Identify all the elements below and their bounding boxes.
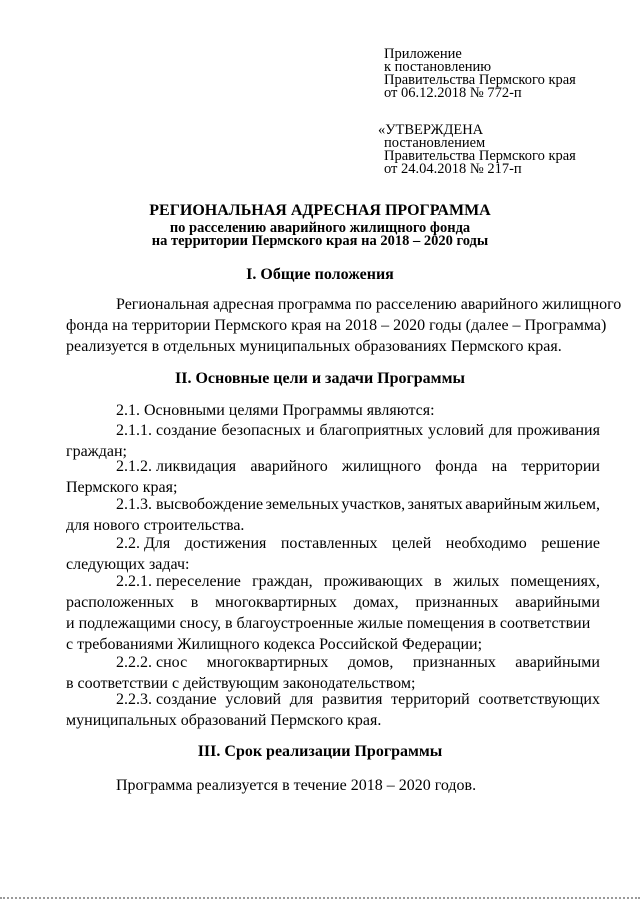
clause-2-2-1: [66, 571, 600, 655]
appendix-block: [384, 48, 576, 100]
word: аварийными: [515, 594, 600, 611]
section-1-heading: I. Общие положения: [246, 266, 394, 283]
word: признанных: [412, 654, 496, 671]
word: и: [305, 422, 315, 439]
paragraph-line: фонда на территории Пермского края на 2018 – 2020 годы (далее – Программа): [66, 317, 607, 334]
justified-line: [66, 592, 600, 613]
subtitle-line-2: на территории Пермского края на 2018 – 2020 годы: [151, 233, 489, 249]
word: 2.2.2. снос: [116, 654, 188, 671]
word: проживающих: [323, 573, 423, 590]
word: жильем,: [543, 496, 600, 513]
approval-line-3: Правительства Пермского края: [384, 148, 576, 164]
clause-2-1-3: [66, 494, 600, 536]
word: граждан,: [252, 573, 313, 590]
appendix-line-4: от 06.12.2018 № 772-п: [384, 85, 522, 101]
paragraph-line: реализуется в отдельных муниципальных образованиях Пермского края.: [66, 338, 562, 355]
justified-line: [66, 420, 600, 441]
word: для: [488, 422, 513, 439]
word: для: [289, 691, 314, 708]
word: условий: [225, 691, 282, 708]
justified-line: [66, 689, 600, 710]
subtitle-line-1: по расселению аварийного жилищного фонда: [169, 220, 471, 236]
word: 2.1.2. ликвидация: [116, 458, 237, 475]
approval-line-2: постановлением: [384, 135, 486, 151]
word: аварийным: [465, 496, 542, 513]
word: безопасных: [221, 422, 302, 439]
paragraph-line: 2.1. Основными целями Программы являются:: [116, 402, 435, 419]
paragraph-line: с требованиями Жилищного кодекса Российской Федерации;: [66, 636, 483, 653]
word: земельных: [265, 496, 339, 513]
appendix-line-1: Приложение: [384, 46, 462, 62]
justified-line: [66, 456, 600, 477]
paragraph-line: для нового строительства.: [66, 517, 245, 534]
document-subtitle: [0, 222, 640, 248]
approval-line-1: «УТВЕРЖДЕНА: [378, 122, 484, 138]
word: в: [434, 573, 442, 590]
justified-line: [66, 494, 600, 515]
word: условий: [428, 422, 484, 439]
justified-line: [66, 533, 600, 554]
word: жилых: [452, 573, 500, 590]
word: 2.2.3. создание: [116, 691, 217, 708]
word: 2.2.1. переселение: [116, 573, 241, 590]
justified-line: [66, 652, 600, 673]
word: домов,: [347, 654, 394, 671]
approval-line-4: от 24.04.2018 № 217-п: [384, 161, 522, 177]
clause-2-2-2: [66, 652, 600, 694]
word: необходимо: [445, 535, 527, 552]
clause-2-1: [66, 400, 600, 421]
word: территорий: [391, 691, 470, 708]
document-title: РЕГИОНАЛЬНАЯ АДРЕСНАЯ ПРОГРАММА: [149, 202, 491, 219]
word: занятых: [407, 496, 463, 513]
word: 2.2. Для: [116, 535, 171, 552]
paragraph-line: Региональная адресная программа по расселению аварийного жилищного: [116, 296, 622, 313]
clause-2-2-3: [66, 689, 600, 731]
word: достижения: [184, 535, 267, 552]
section-3-paragraph: [66, 775, 600, 796]
word: 2.1.3. высвобождение: [116, 496, 264, 513]
word: признанных: [415, 594, 499, 611]
word: помещениях,: [510, 573, 600, 590]
clause-2-1-2: [66, 456, 600, 498]
paragraph-line: муниципальных образований Пермского края.: [66, 712, 382, 729]
page-bottom-edge: [0, 897, 640, 899]
word: проживания: [517, 422, 600, 439]
word: в: [190, 594, 199, 611]
word: 2.1.1. создание: [116, 422, 217, 439]
word: территории: [521, 458, 600, 475]
word: участков,: [341, 496, 406, 513]
word: домах,: [353, 594, 399, 611]
word: аварийными: [515, 654, 600, 671]
word: поставленных: [280, 535, 378, 552]
word: аварийного: [250, 458, 328, 475]
paragraph-line: Программа реализуется в течение 2018 – 2020 годов.: [116, 777, 477, 794]
appendix-line-2: к постановлению: [384, 59, 492, 75]
section-2-heading: II. Основные цели и задачи Программы: [175, 370, 465, 387]
paragraph-line: Пермского края;: [66, 479, 178, 496]
clause-2-2: [66, 533, 600, 575]
word: многоквартирных: [206, 654, 329, 671]
paragraph-line: граждан;: [66, 443, 127, 460]
approval-block: [378, 124, 576, 176]
word: на: [491, 458, 508, 475]
word: многоквартирных: [215, 594, 337, 611]
word: решение: [541, 535, 600, 552]
appendix-line-3: Правительства Пермского края: [384, 72, 576, 88]
paragraph-line: в соответствии с действующим законодательством;: [66, 675, 416, 692]
word: развития: [321, 691, 383, 708]
section-1-paragraph: [66, 294, 622, 357]
paragraph-line: следующих задач:: [66, 556, 190, 573]
word: фонда: [435, 458, 478, 475]
word: соответствующих: [478, 691, 600, 708]
paragraph-line: и подлежащими сносу, в благоустроенные жилые помещения в соответствии: [66, 615, 591, 632]
word: благоприятных: [319, 422, 424, 439]
word: жилищного: [341, 458, 422, 475]
section-3-heading: III. Срок реализации Программы: [197, 743, 443, 760]
word: расположенных: [66, 594, 174, 611]
word: целей: [392, 535, 432, 552]
justified-line: [66, 571, 600, 592]
